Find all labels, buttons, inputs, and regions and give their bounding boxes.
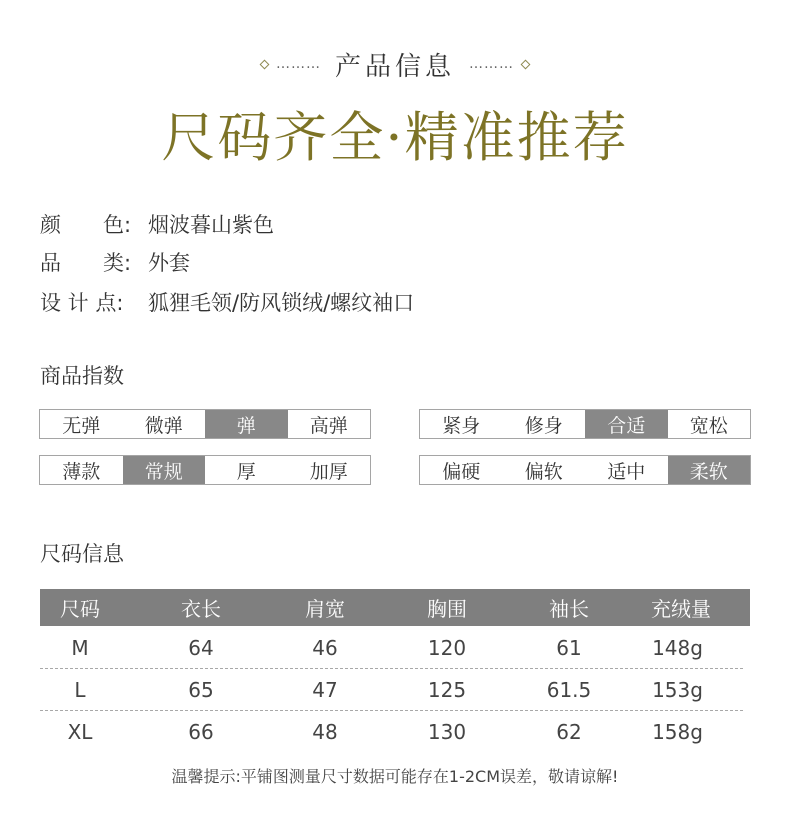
table-cell: 66 [188,720,214,744]
size-table-header [40,589,750,626]
table-cell: M [71,635,89,660]
column-header: 尺码 [60,597,100,621]
scale-option: 合适 [585,410,668,438]
scale-option: 薄款 [40,456,123,484]
table-cell: 46 [312,635,338,660]
column-header: 袖长 [549,597,589,621]
table-cell: 158g [652,720,703,744]
dots-right: ……… [469,56,514,72]
scale-option: 厚 [205,456,288,484]
column-header: 衣长 [181,597,221,621]
fit-scale [419,409,751,439]
scale-option: 加厚 [288,456,371,484]
column-header: 胸围 [427,597,467,621]
thickness-scale [39,455,371,485]
diamond-icon [260,59,270,69]
scale-option: 偏硬 [420,456,503,484]
info-row-design [40,287,414,317]
scale-option: 宽松 [668,410,751,438]
info-row-category [40,247,190,277]
scale-option: 高弹 [288,410,371,438]
scale-option: 弹 [205,410,288,438]
table-cell: 47 [312,677,338,702]
table-cell: 61.5 [546,677,592,702]
elasticity-scale [39,409,371,439]
table-cell: 65 [188,677,214,702]
diamond-icon [521,59,531,69]
page-title: 尺码齐全·精准推荐 [161,106,629,169]
size-heading: 尺码信息 [40,542,124,566]
table-row [40,711,743,753]
info-value: 外套 [148,251,190,275]
footnote: 温馨提示:平铺图测量尺寸数据可能存在1-2CM误差，敬请谅解! [171,767,619,786]
dots-left: ……… [275,56,321,72]
table-cell: 64 [188,635,214,660]
table-cell: 62 [556,720,582,744]
scale-option: 柔软 [668,456,751,484]
table-cell: 120 [427,635,467,660]
info-value: 烟波暮山紫色 [148,213,274,237]
section-header [0,44,790,84]
column-header: 肩宽 [305,597,345,621]
index-heading: 商品指数 [40,364,124,388]
column-header: 充绒量 [651,597,711,621]
table-cell: XL [67,720,93,744]
info-value: 狐狸毛领/防风锁绒/螺纹袖口 [148,291,415,315]
table-cell: 148g [652,635,703,660]
table-row [40,669,743,711]
table-cell: L [74,677,86,702]
scale-option: 常规 [123,456,206,484]
info-label: 设 计 点: [40,291,124,315]
scale-option: 修身 [503,410,586,438]
table-cell: 61 [556,635,582,660]
scale-option: 适中 [585,456,668,484]
info-label: 颜 色: [40,213,132,237]
table-cell: 130 [427,720,467,744]
info-label: 品 类: [40,251,132,275]
table-cell: 48 [312,720,338,744]
softness-scale [419,455,751,485]
scale-option: 紧身 [420,410,503,438]
scale-option: 无弹 [40,410,123,438]
info-row-color [40,209,274,239]
table-cell: 125 [427,677,467,702]
scale-option: 偏软 [503,456,586,484]
table-row [40,627,743,669]
scale-option: 微弹 [123,410,206,438]
section-title: 产品信息 [334,51,455,82]
table-cell: 153g [652,677,703,702]
